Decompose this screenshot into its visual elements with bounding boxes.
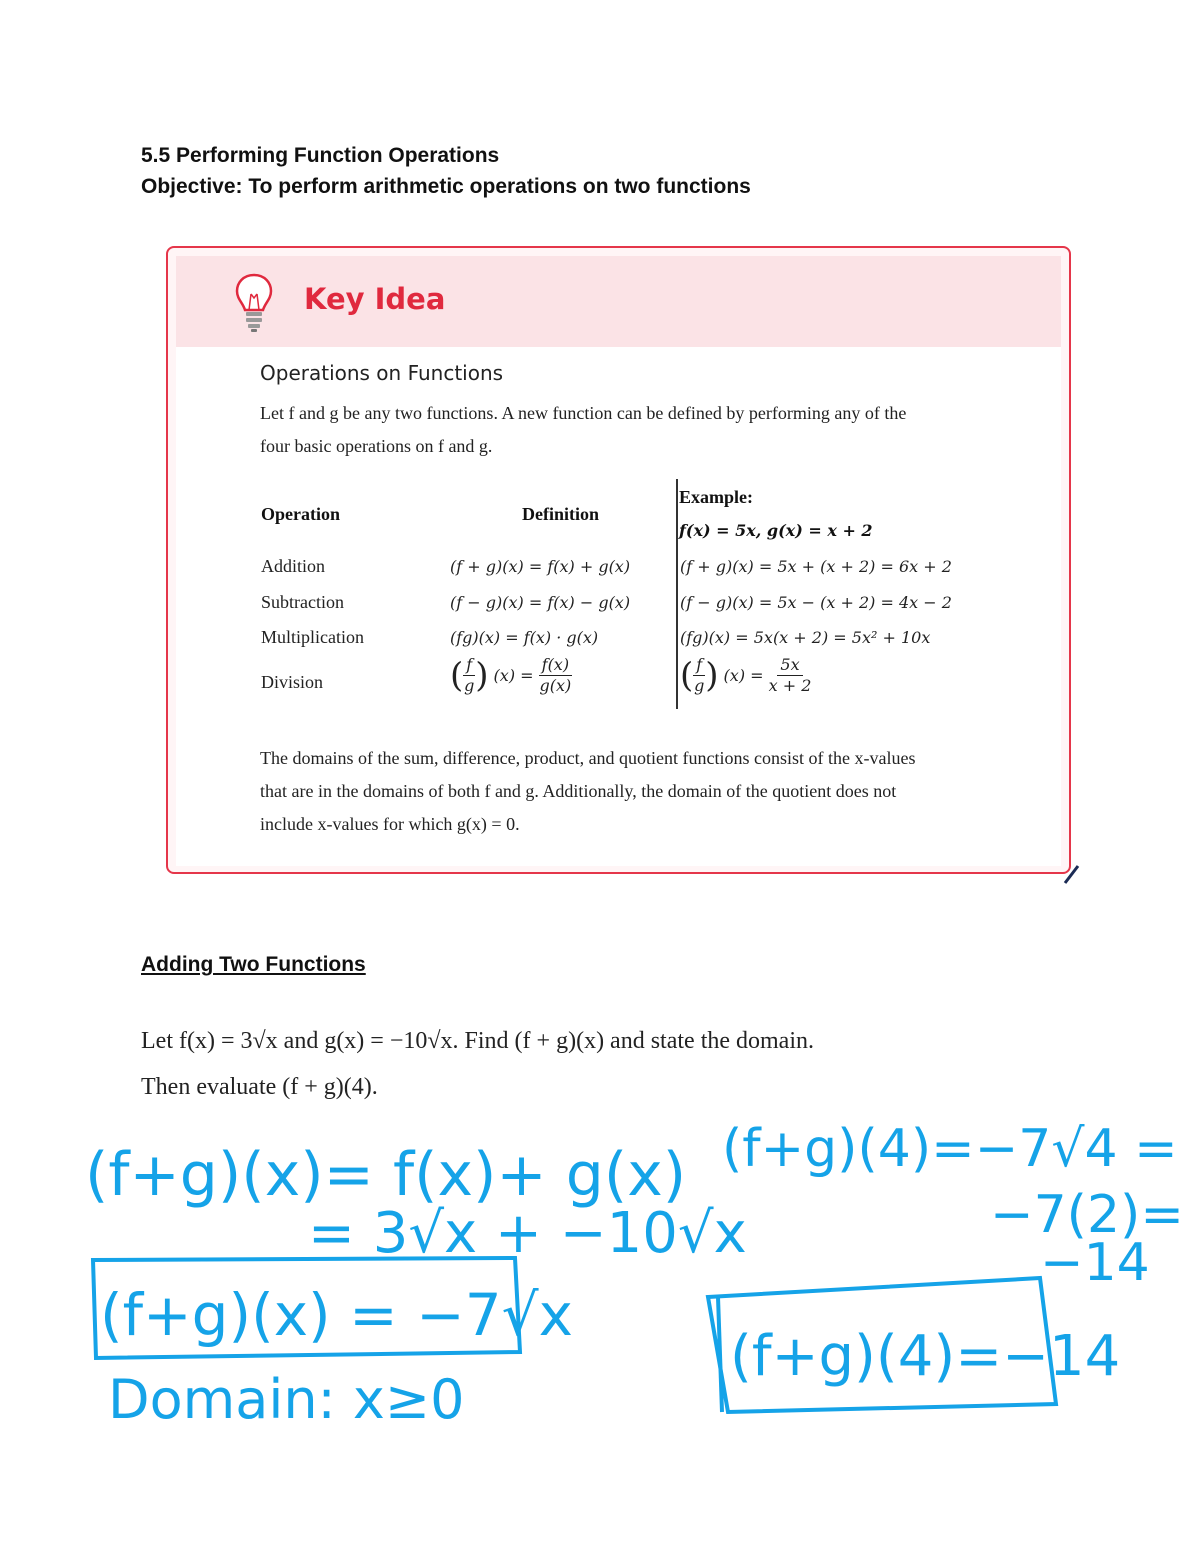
- division-g: g: [464, 676, 475, 695]
- hw-eval-1: (f+g)(4)=−7√4 =: [722, 1119, 1178, 1179]
- division-g: g: [694, 676, 705, 695]
- objective: Objective: To perform arithmetic operations on two functions: [141, 175, 751, 198]
- division-arg: (x) =: [723, 666, 764, 685]
- page-title: 5.5 Performing Function Operations: [141, 144, 500, 167]
- hw-eval-2: −7(2)=: [990, 1185, 1184, 1245]
- row-operation: Subtraction: [261, 592, 344, 612]
- row-example: (f + g)(x) = 5x + (x + 2) = 6x + 2: [680, 557, 952, 576]
- operations-title: Operations on Functions: [260, 361, 504, 385]
- row-example: (f − g)(x) = 5x − (x + 2) = 4x − 2: [680, 593, 952, 612]
- col-example-header: Example:: [679, 487, 753, 507]
- hw-eval-3: −14: [1040, 1233, 1150, 1293]
- col-operation-header: Operation: [261, 504, 340, 524]
- division-arg: (x) =: [493, 666, 534, 685]
- def-denominator: g(x): [539, 676, 572, 695]
- row-definition: (f + g)(x) = f(x) + g(x): [450, 557, 631, 576]
- problem-line-2: Then evaluate (f + g)(4).: [141, 1074, 378, 1100]
- intro-line-2: four basic operations on f and g.: [260, 436, 493, 456]
- hw-line-1: (f+g)(x)= f(x)+ g(x): [85, 1140, 687, 1210]
- note-line-3: include x-values for which g(x) = 0.: [260, 814, 520, 834]
- ex-denominator: x + 2: [768, 676, 812, 695]
- note-line-2: that are in the domains of both f and g. Additionally, the domain of the quotient does not: [260, 781, 897, 801]
- ex-numerator: 5x: [777, 655, 802, 676]
- division-f: f: [693, 655, 705, 676]
- hw-domain: Domain: x≥0: [108, 1368, 465, 1431]
- section-heading: Adding Two Functions: [141, 953, 366, 976]
- intro-line-1: Let f and g be any two functions. A new function can be defined by performing any of the: [260, 403, 907, 423]
- row-operation: Addition: [261, 556, 326, 576]
- division-f: f: [463, 655, 475, 676]
- hw-boxed-result: (f+g)(x) = −7√x: [100, 1281, 573, 1349]
- hw-boxed-eval: (f+g)(4)=−14: [730, 1324, 1121, 1389]
- row-definition: (f − g)(x) = f(x) − g(x): [450, 593, 631, 612]
- row-operation: Multiplication: [261, 627, 364, 647]
- row-definition: (fg)(x) = f(x) · g(x): [450, 628, 599, 647]
- note-line-1: The domains of the sum, difference, product, and quotient functions consist of the x-values: [260, 748, 916, 768]
- def-numerator: f(x): [539, 655, 572, 676]
- problem-line-1: Let f(x) = 3√x and g(x) = −10√x. Find (f + g)(x) and state the domain.: [141, 1028, 814, 1054]
- hw-line-2: = 3√x + −10√x: [308, 1201, 747, 1266]
- row-operation: Division: [261, 672, 324, 692]
- col-definition-header: Definition: [522, 504, 600, 524]
- division-example: ( $\frac{f}{g}$ ) (x) = $\frac{5x}{x + 2}$: [680, 655, 812, 696]
- example-given: f(x) = 5x, g(x) = x + 2: [679, 521, 873, 540]
- row-example: (fg)(x) = 5x(x + 2) = 5x² + 10x: [680, 628, 931, 647]
- division-definition: ( $\frac{f}{g}$ ) (x) = $\frac{f(x)}{g(x)}$: [450, 655, 572, 696]
- key-idea-label: Key Idea: [304, 282, 446, 316]
